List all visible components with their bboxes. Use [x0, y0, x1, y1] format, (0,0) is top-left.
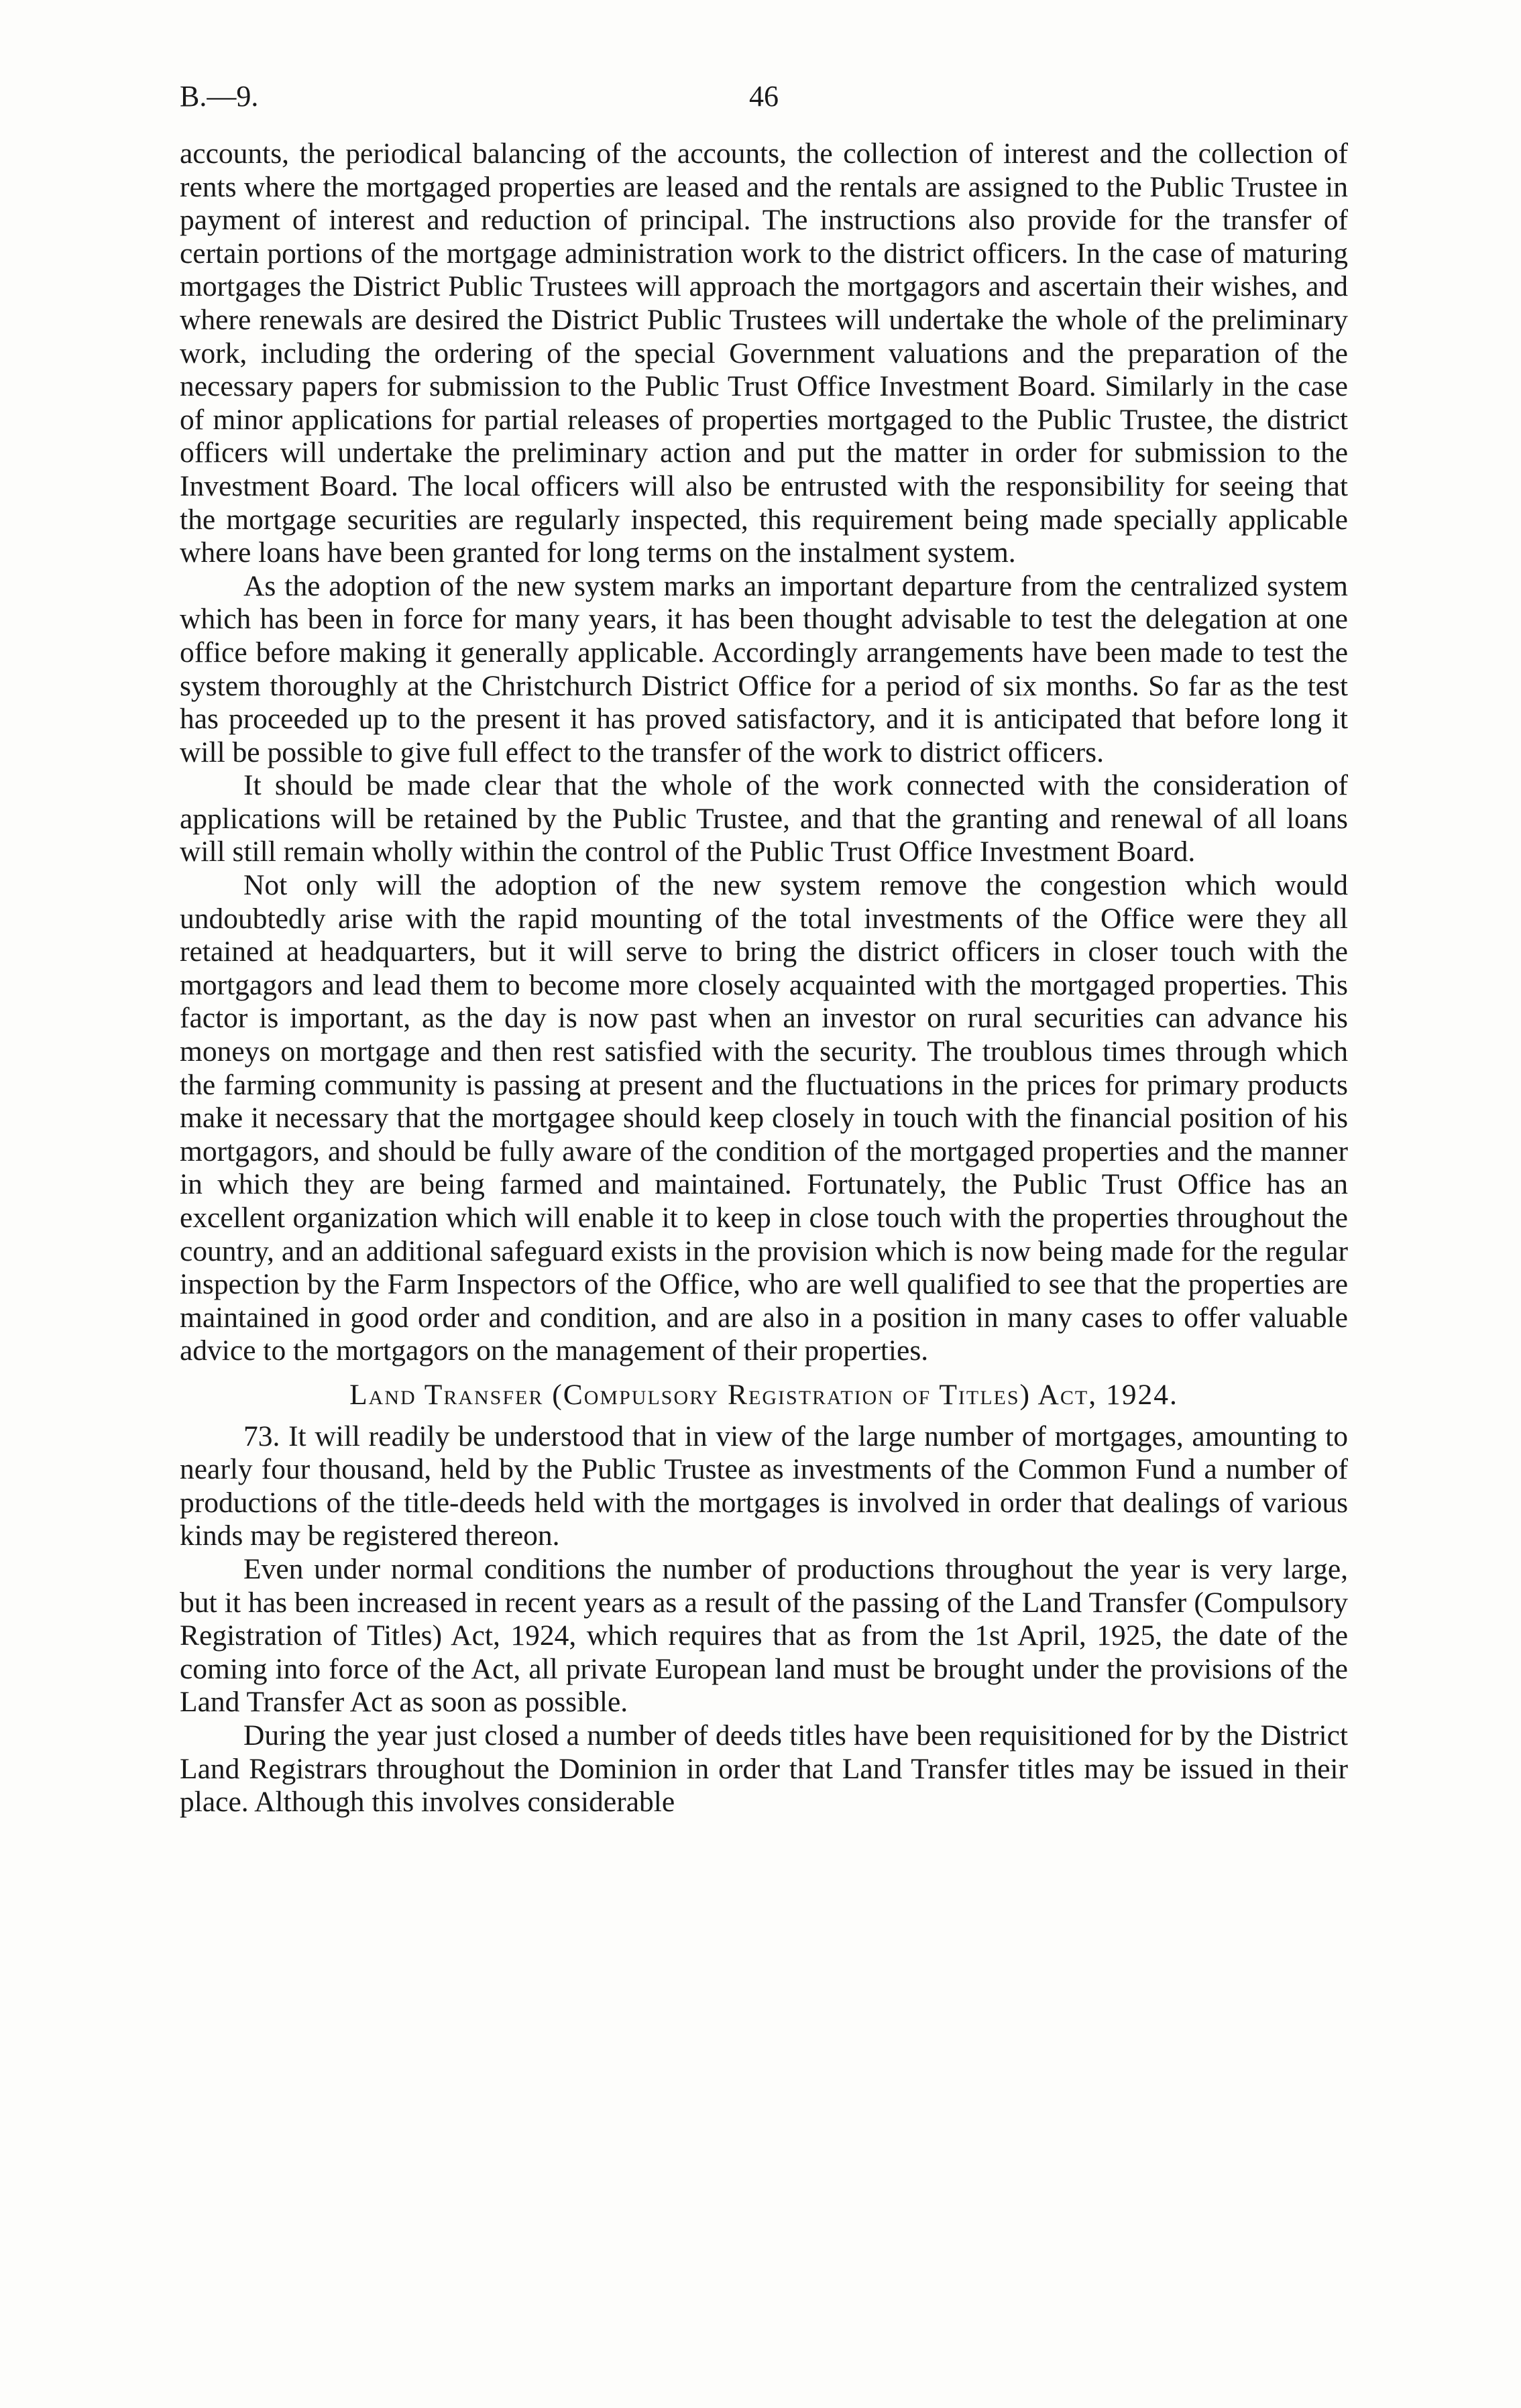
page-number: 46: [749, 80, 779, 113]
paragraph: During the year just closed a number of deeds titles have been requisitioned for by the District Land Registrars throughout the Dominion in order that Land Transfer titles may be issued in their place. Although this involves considerable: [180, 1719, 1348, 1819]
paragraph-continued: accounts, the periodical balancing of the accounts, the collection of interest and the collection of rents where the mortgaged properties are leased and the rentals are assigned to the Public Trustee in payment of interest and reduction of principal. The instructions also provide for the transfer of certain portions of the mortgage administration work to the district officers. In the case of maturing mortgages the District Public Trustees will approach the mortgagors and ascertain their wishes, and where renewals are desired the District Public Trustees will undertake the whole of the preliminary work, including the ordering of the special Government valuations and the preparation of the necessary papers for submission to the Public Trust Office Investment Board. Similarly in the case of minor applications for partial releases of properties mortgaged to the Public Trustee, the district officers will undertake the preliminary action and put the matter in order for submission to the Investment Board. The local officers will also be entrusted with the responsibility for seeing that the mortgage securities are regularly inspected, this requirement being made specially applicable where loans have been granted for long terms on the instalment system.: [180, 137, 1348, 569]
document-reference: B.—9.: [180, 80, 259, 113]
paragraph: 73. It will readily be understood that in view of the large number of mortgages, amounting to nearly four thousand, held by the Public Trustee as investments of the Common Fund a number of productions of the title-deeds held with the mortgages is involved in order that dealings of various kinds may be registered thereon.: [180, 1420, 1348, 1552]
page-header: [180, 79, 1348, 126]
section-heading: Land Transfer (Compulsory Registration of Titles) Act, 1924.: [349, 1378, 1178, 1411]
paragraph: Even under normal conditions the number of productions throughout the year is very large, but it has been increased in recent years as a result of the passing of the Land Transfer (Compulsory Registration of Titles) Act, 1924, which requires that as from the 1st April, 1925, the date of the coming into force of the Act, all private European land must be brought under the provisions of the Land Transfer Act as soon as possible.: [180, 1552, 1348, 1719]
paragraph: As the adoption of the new system marks an important departure from the centralized system which has been in force for many years, it has been thought advisable to test the delegation at one office before making it generally applicable. Accordingly arrangements have been made to test the system thoroughly at the Christchurch District Office for a period of six months. So far as the test has proceeded up to the present it has proved satisfactory, and it is anticipated that before long it will be possible to give full effect to the transfer of the work to district officers.: [180, 569, 1348, 768]
page-body: [180, 137, 1348, 1819]
paragraph: It should be made clear that the whole of the work connected with the consideration of applications will be retained by the Public Trustee, and that the granting and renewal of all loans will still remain wholly within the control of the Public Trust Office Investment Board.: [180, 769, 1348, 868]
paragraph: Not only will the adoption of the new system remove the congestion which would undoubtedly arise with the rapid mounting of the total investments of the Office were they all retained at headquarters, but it will serve to bring the district officers in closer touch with the mortgagors and lead them to become more closely acquainted with the mortgaged properties. This factor is important, as the day is now past when an investor on rural securities can advance his moneys on mortgage and then rest satisfied with the security. The troublous times through which the farming community is passing at present and the fluctuations in the prices for primary products make it necessary that the mortgagee should keep closely in touch with the financial position of his mortgagors, and should be fully aware of the condition of the mortgaged properties and the manner in which they are being farmed and maintained. Fortunately, the Public Trust Office has an excellent organization which will enable it to keep in close touch with the properties throughout the country, and an additional safeguard exists in the provision which is now being made for the regular inspection by the Farm Inspectors of the Office, who are well qualified to see that the properties are maintained in good order and condition, and are also in a position in many cases to offer valuable advice to the mortgagors on the management of their properties.: [180, 869, 1348, 1367]
